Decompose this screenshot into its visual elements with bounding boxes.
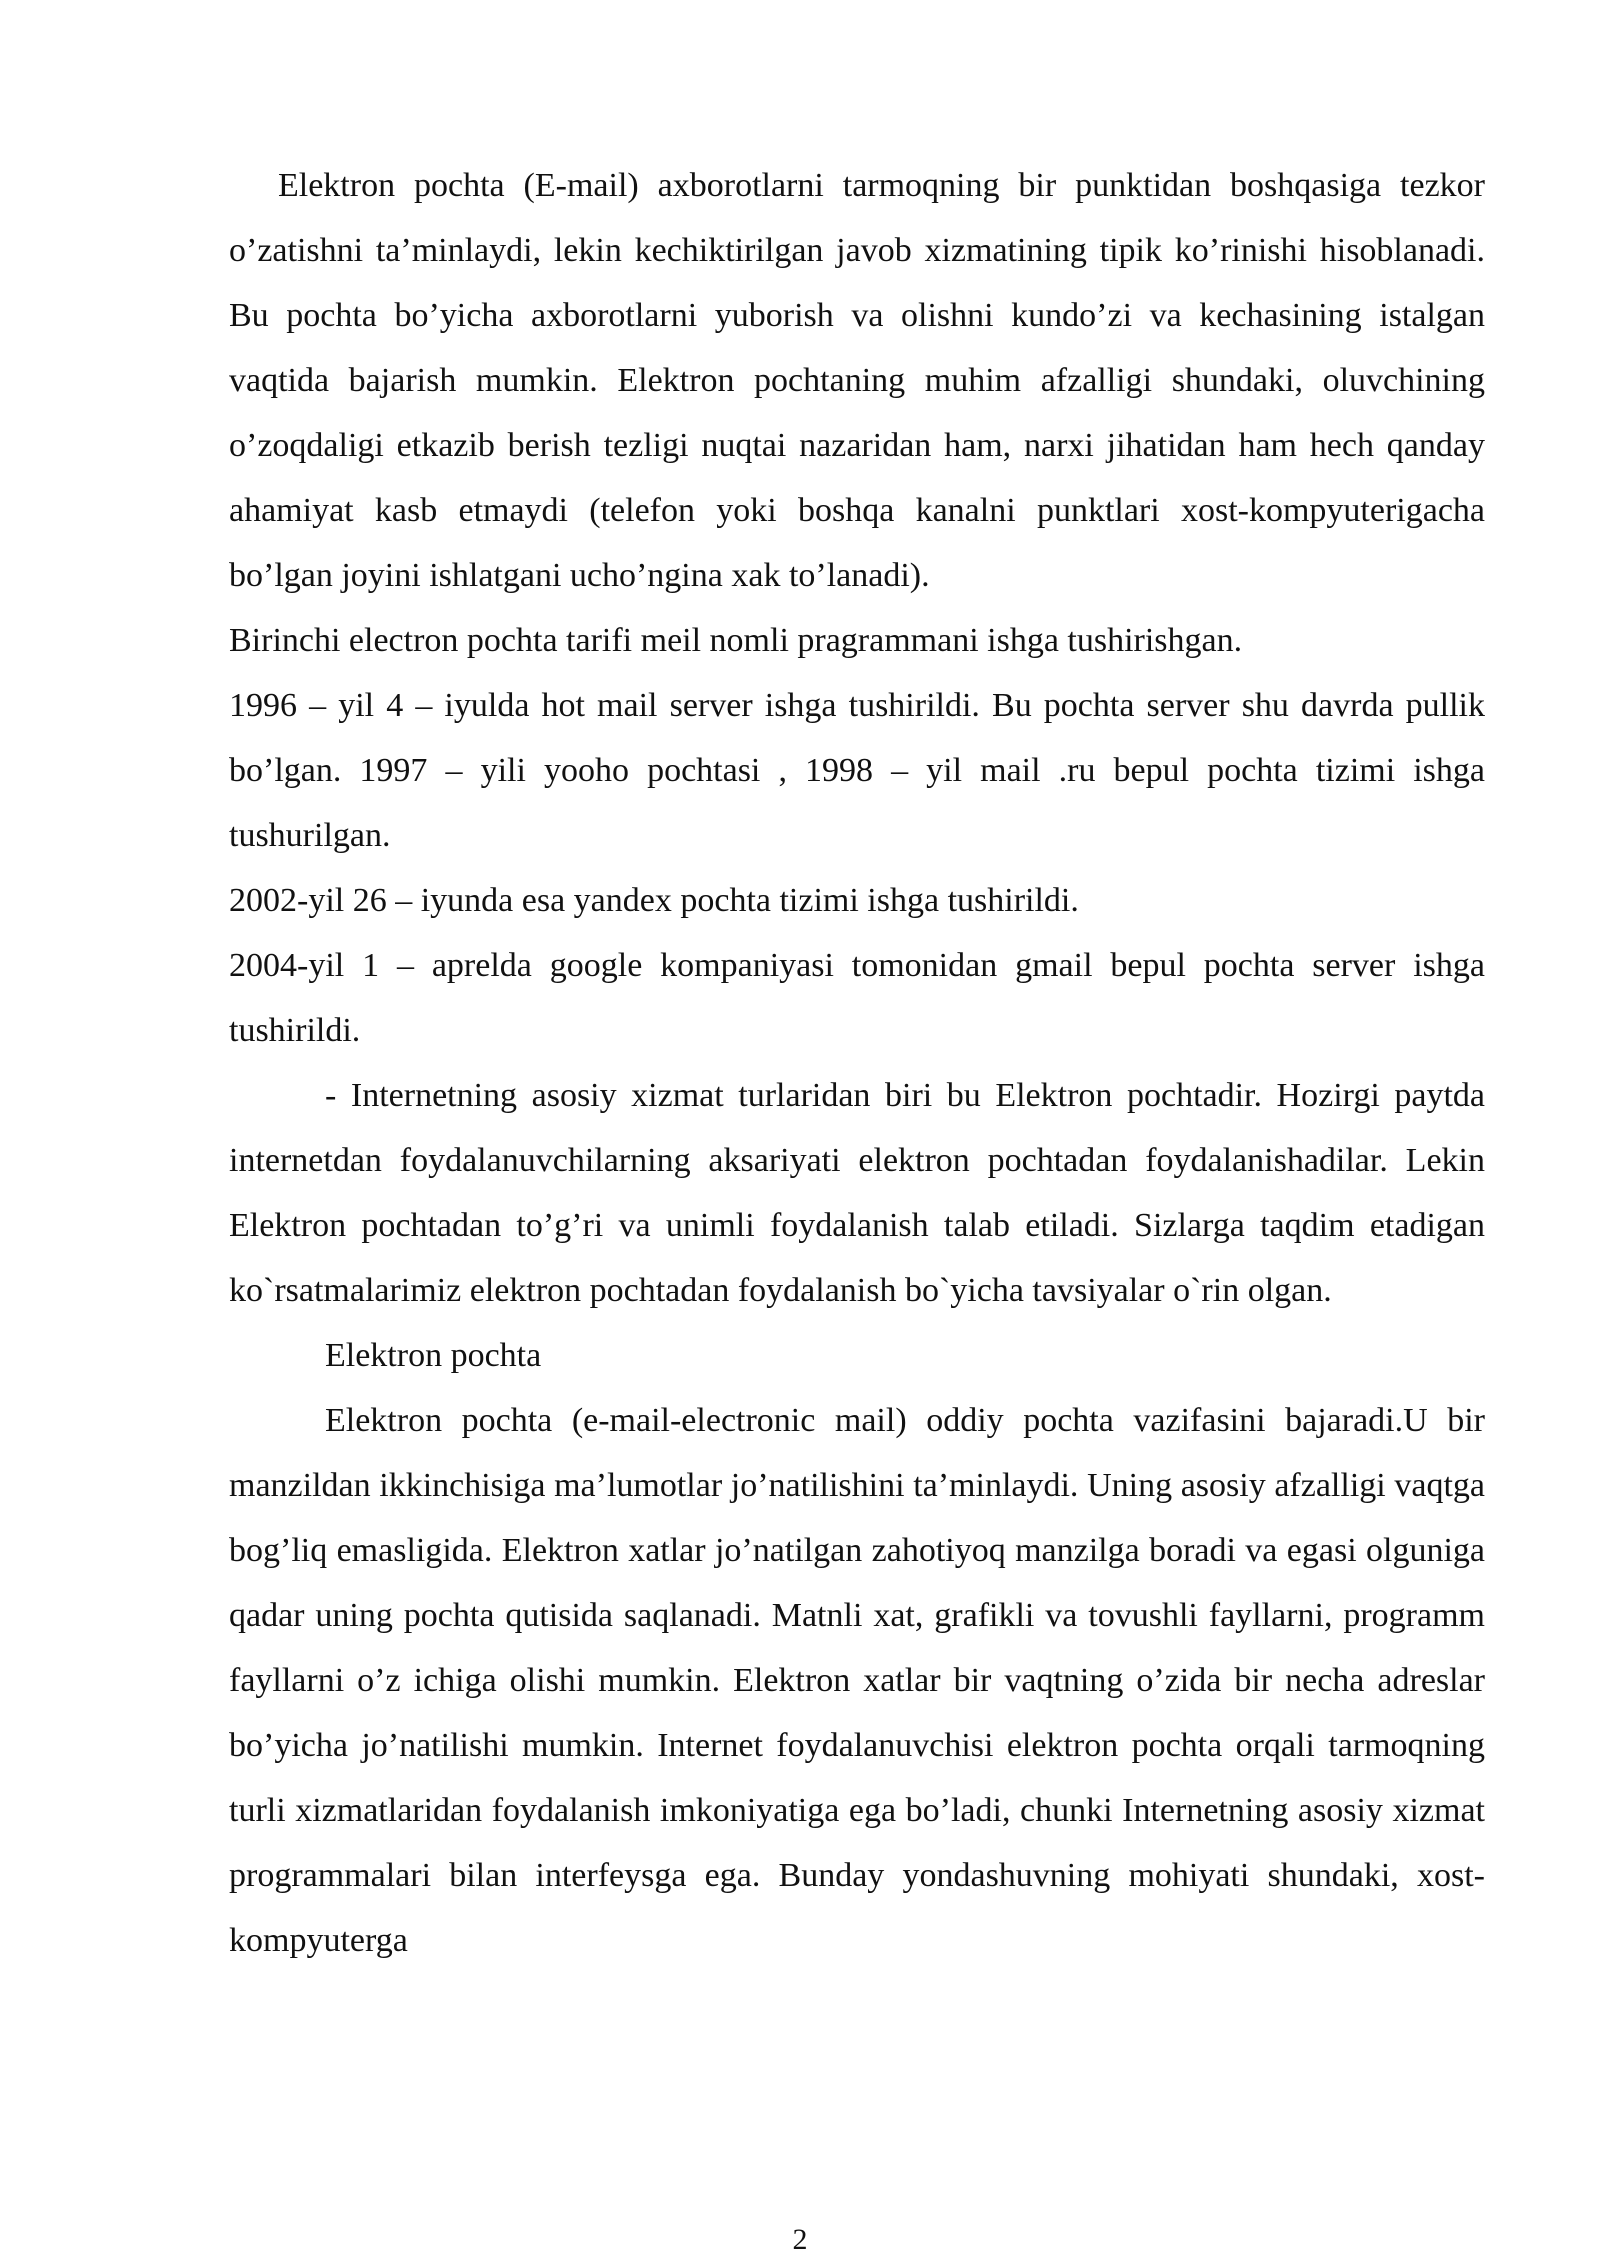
paragraph-email-definition: Elektron pochta (e-mail-electronic mail) oddiy pochta vazifasini bajaradi.U bir manzildan ikkinchisiga ma’lumotlar jo’natilishini ta’minlaydi. Uning asosiy afzalligi vaqtga bog’liq emasligida. Elektron xatlar jo’natilgan zahotiyoq manzilga boradi va egasi olguniga qadar uning pochta qutisida saqlanadi. Matnli xat, grafikli va tovushli fayllarni, programm fayllarni o’z ichiga olishi mumkin. Elektron xatlar bir vaqtning o’zida bir necha adreslar bo’yicha jo’natilishi mumkin. Internet foydalanuvchisi elektron pochta orqali tarmoqning turli xizmatlaridan foydalanish imkoniyatiga ega bo’ladi, chunki Internetning asosiy xizmat programmalari bilan interfeysga ega. Bunday yondashuvning mohiyati shundaki, xost-kompyuterga	[229, 1402, 1485, 1959]
section-heading: Elektron pochta	[325, 1337, 542, 1374]
paragraph-yandex-2002: 2002-yil 26 – iyunda esa yandex pochta tizimi ishga tushirildi.	[229, 882, 1079, 919]
page-number: 2	[792, 2223, 808, 2256]
paragraph-first-email: Birinchi electron pochta tarifi meil nomli pragrammani ishga tushirishgan.	[229, 622, 1243, 659]
paragraph-hotmail-1996: 1996 – yil 4 – iyulda hot mail server ishga tushirildi. Bu pochta server shu davrda pullik bo’lgan. 1997 – yili yooho pochtasi , 1998 – yil mail .ru bepul pochta tizimi ishga tushurilgan.	[229, 687, 1485, 854]
paragraph-internet-services: - Internetning asosiy xizmat turlaridan biri bu Elektron pochtadir. Hozirgi paytda internetdan foydalanuvchilarning aksariyati elektron pochtadan foydalanishadilar. Lekin Elektron pochtadan to’g’ri va unimli foydalanish talab etiladi. Sizlarga taqdim etadigan ko`rsatmalarimiz elektron pochtadan foydalanish bo`yicha tavsiyalar o`rin olgan.	[229, 1077, 1485, 1309]
paragraph-email-intro: Elektron pochta (E-mail) axborotlarni tarmoqning bir punktidan boshqasiga tezkor o’zatishni ta’minlaydi, lekin kechiktirilgan javob xizmatining tipik ko’rinishi hisoblanadi. Bu pochta bo’yicha axborotlarni yuborish va olishni kundo’zi va kechasining istalgan vaqtida bajarish mumkin. Elektron pochtaning muhim afzalligi shundaki, oluvchining o’zoqdaligi etkazib berish tezligi nuqtai nazaridan ham, narxi jihatidan ham hech qanday ahamiyat kasb etmaydi (telefon yoki boshqa kanalni punktlari xost-kompyuterigacha bo’lgan joyini ishlatgani ucho’ngina xak to’lanadi).	[229, 167, 1485, 594]
page-body	[229, 153, 1485, 1973]
paragraph-gmail-2004: 2004-yil 1 – aprelda google kompaniyasi tomonidan gmail bepul pochta server ishga tushirildi.	[229, 947, 1485, 1049]
